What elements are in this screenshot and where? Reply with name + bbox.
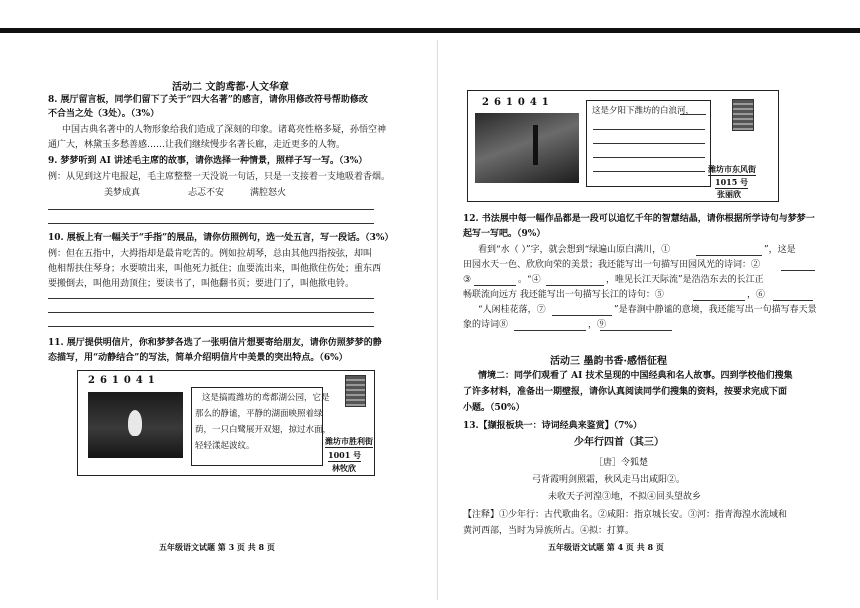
postcard-right xyxy=(467,90,779,202)
postage-stamp-right xyxy=(732,99,754,131)
context-line-1: 情境二：同学们观看了 AI 技术呈现的中国经典和名人故事。四到学校他们搜集 xyxy=(478,371,793,381)
q12-line6-a: 象的诗词⑧ xyxy=(463,320,509,330)
postcard-left xyxy=(77,370,375,476)
q12-blank-5[interactable] xyxy=(693,300,745,301)
bailang-river-photo xyxy=(475,113,579,183)
q10-answer-line-2[interactable] xyxy=(48,312,374,313)
context-line-2: 了许多材料，准备出一期壁报，请你认真阅读同学们搜集的资料，按要求完成下面 xyxy=(463,387,788,397)
postcard-right-recipient: 张丽欣 xyxy=(717,189,741,199)
q8-title: 8. 展厅留言板，同学们留下了关于“四大名著”的感言，请你用修改符号帮助修改 xyxy=(48,95,368,105)
q9-option-3: 满腔怒火 xyxy=(250,188,287,198)
q9-answer-line-2[interactable] xyxy=(48,223,374,224)
postcard-right-line-1[interactable] xyxy=(593,129,705,130)
postcard-right-message: 这是夕阳下潍坊的白浪河， xyxy=(592,106,695,116)
postage-stamp xyxy=(345,375,366,407)
postcard-address-2: 1001 号 xyxy=(328,450,362,460)
page-footer-left: 五年级语文试题 第 3 页 共 8 页 xyxy=(159,542,275,552)
q12-blank-2[interactable] xyxy=(781,270,815,271)
q10-example-2: 他相帮扶住琴身；水要喷出来，叫他死力抵住；血要流出来，叫他揿住伤处；重东西 xyxy=(48,264,382,274)
q12-blank-3[interactable] xyxy=(474,285,516,286)
q12-line6-b: ，⑨ xyxy=(588,320,607,330)
q12-blank-7[interactable] xyxy=(552,315,612,316)
q12-blank-1[interactable] xyxy=(696,255,762,256)
q13-title: 13.【撷报板块一：诗词经典来鉴赏】（7%） xyxy=(463,421,642,431)
q12-title-2: 起写一写吧。（9%） xyxy=(463,229,546,239)
postcard-message-2: 那么的静谧，平静的湖面映照着绿 xyxy=(195,409,323,419)
q12-line1-b: ”，这是 xyxy=(764,245,796,255)
q10-example-1: 例：但在五指中，大拇指却是最肯吃苦的。例如拉胡琴，总由其他四指按弦，却叫 xyxy=(48,249,373,259)
q12-blank-4[interactable] xyxy=(546,285,604,286)
postcard-postcode: 261041 xyxy=(88,375,160,386)
q12-line4-a: 畅联流向远方 我还能写出一句描写长江的诗句：⑤ xyxy=(463,290,664,300)
q12-line1-a: 看到“水（ ）”字，就会想到“绿遍山原白满川，① xyxy=(478,245,671,255)
tower-silhouette xyxy=(533,125,538,165)
q9-option-1: 美梦成真 xyxy=(104,188,141,198)
q12-line2: 田园水天一色、欣欣向荣的美景；我还能写出一句描写田园风光的诗词：② xyxy=(463,260,761,270)
q12-line5-b: ”是春涧中静谧的意境，我还能写出一句描写春天景 xyxy=(614,305,817,315)
activity-two-title: 活动二 文韵鸢都·人文华章 xyxy=(172,82,289,93)
postcard-right-line-4[interactable] xyxy=(593,171,705,172)
q9-option-2: 忐忑不安 xyxy=(188,188,225,198)
q12-line3-a: ③ xyxy=(463,275,472,285)
q12-line3-b: 。“④ xyxy=(518,275,541,285)
q10-answer-line-1[interactable] xyxy=(48,298,374,299)
q10-title: 10. 展板上有一幅关于“手指”的展品，请你仿照例句，选一处五言，写一段话。（3%） xyxy=(48,233,394,243)
q12-line5-a: “人闲桂花落，⑦ xyxy=(478,305,546,315)
poem-author: ［唐］令狐楚 xyxy=(594,458,649,468)
q9-example: 例：从见到这片电报起，毛主席整整一天没说一句话，只是一支接着一支地吸着香烟。 xyxy=(48,172,391,182)
q8-body-1: 中国古典名著中的人物形象给我们造成了深刻的印象。诸葛亮性格多疑，孙悟空神 xyxy=(62,125,387,135)
q12-line4-b: ，⑥ xyxy=(747,290,766,300)
postcard-address-1: 潍坊市胜利街 xyxy=(325,436,373,446)
poem-title: 少年行四首（其三） xyxy=(574,437,664,448)
q8-title-2: 不合当之处（3处）。（3%） xyxy=(48,109,160,119)
page-divider xyxy=(437,40,438,600)
egret-figure xyxy=(128,410,142,436)
egret-lake-photo xyxy=(88,392,183,458)
q12-line3-c: ，唯见长江天际流”是浩浩东去的长江正 xyxy=(606,275,764,285)
poem-line-1: 弓背霞明剑照霜，秋风走马出咸阳②。 xyxy=(532,475,686,485)
scan-top-border xyxy=(0,28,860,33)
postcard-message-1: 这是搞霞潍坊的鸢都湖公园，它是 xyxy=(202,393,330,403)
activity-three-title: 活动三 墨韵书香·感悟征程 xyxy=(550,356,667,367)
q10-example-3: 要搬倒去，叫他用劲顶住；要读书了，叫他翻书页；要进门了，叫他揿电铃。 xyxy=(48,279,355,289)
postcard-recipient: 林牧欣 xyxy=(332,463,356,473)
postcard-right-line-2[interactable] xyxy=(593,143,705,144)
q12-blank-9[interactable] xyxy=(600,330,672,331)
poem-notes-1: 【注释】①少年行：古代歌曲名。②咸阳：指京城长安。③河：指青海湟水流域和 xyxy=(463,510,788,520)
q11-title-2: 态描写，用“动静结合”的写法，简单介绍明信片中美景的突出特点。（6%） xyxy=(48,353,348,363)
poem-notes-2: 黄河西部，当时为异族所占。④拟：打算。 xyxy=(463,526,635,536)
postcard-right-line-0[interactable] xyxy=(680,114,706,115)
postcard-message-box xyxy=(191,387,332,466)
q8-body-2: 通广大，林黛玉多愁善感……让我们继续慢步名著长廊，走近更多的人物。 xyxy=(48,140,346,150)
postcard-right-address-1: 潍坊市东风街 xyxy=(708,164,756,174)
postcard-right-line-3[interactable] xyxy=(593,157,705,158)
q12-blank-6[interactable] xyxy=(773,300,813,301)
postcard-right-address-2: 1015 号 xyxy=(715,177,749,187)
poem-line-2: 未收天子河湟③地，不拟④回头望故乡 xyxy=(548,492,702,502)
q9-answer-line-1[interactable] xyxy=(48,209,374,210)
postcard-right-message-box xyxy=(586,100,711,187)
q10-answer-line-3[interactable] xyxy=(48,326,374,327)
postcard-message-3: 荫，一只白鹭展开双翅，掠过水面， xyxy=(195,425,332,435)
postcard-message-4: 轻轻漾起波纹。 xyxy=(195,441,255,451)
q12-blank-8[interactable] xyxy=(514,330,586,331)
q11-title: 11. 展厅提供明信片，你和梦梦各选了一张明信片想要寄给朋友，请你仿照梦梦的静 xyxy=(48,338,382,348)
q9-title: 9. 梦梦听到 AI 讲述毛主席的故事，请你选择一种情景，照样子写一写。（3%） xyxy=(48,156,368,166)
context-line-3: 小题。（50%） xyxy=(463,403,525,413)
postcard-right-postcode: 261041 xyxy=(482,97,554,108)
q12-title: 12. 书法展中每一幅作品都是一段可以追忆千年的智慧结晶，请你根据所学诗句与梦梦一 xyxy=(463,214,815,224)
page-footer-right: 五年级语文试题 第 4 页 共 8 页 xyxy=(548,542,664,552)
